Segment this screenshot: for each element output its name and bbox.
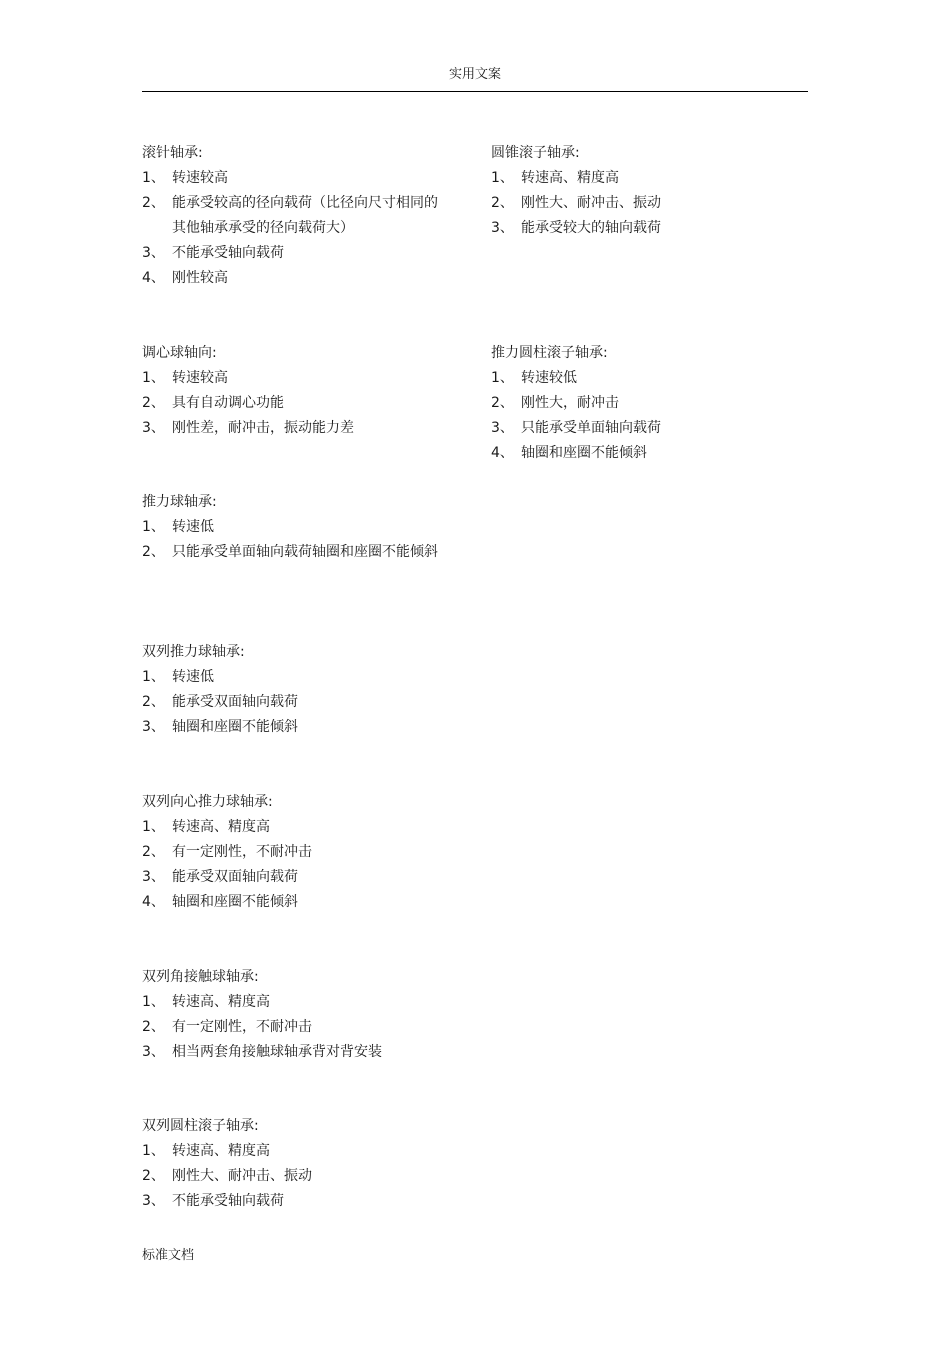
- list-item: [491, 416, 791, 441]
- section-double-angular-contact-ball-bearing: [142, 965, 442, 1065]
- item-text: 相当两套角接触球轴承背对背安装: [172, 1044, 382, 1060]
- item-number: 1、: [491, 170, 514, 186]
- section-title: 双列角接触球轴承:: [142, 969, 259, 985]
- item-number: 1、: [142, 1143, 165, 1159]
- item-text: 轴圈和座圈不能倾斜: [521, 445, 647, 461]
- section-double-thrust-ball-bearing: [142, 640, 442, 740]
- list-item: [142, 840, 442, 865]
- list-item: [142, 665, 442, 690]
- list-item: [142, 241, 438, 266]
- item-number: 1、: [142, 819, 165, 835]
- item-number: 3、: [142, 245, 165, 261]
- item-number: 3、: [142, 420, 165, 436]
- list-item: [142, 990, 442, 1015]
- item-number: 2、: [491, 195, 514, 211]
- list-item: [142, 1139, 442, 1164]
- item-text: 只能承受单面轴向载荷轴圈和座圈不能倾斜: [172, 544, 438, 560]
- list-item: [142, 416, 442, 441]
- item-text: 能承受双面轴向载荷: [172, 694, 298, 710]
- list-item: [142, 266, 438, 291]
- item-text: 刚性差，耐冲击，振动能力差: [172, 420, 354, 436]
- section-title: 调心球轴向:: [142, 345, 217, 361]
- section-double-radial-thrust-ball-bearing: [142, 790, 442, 915]
- item-number: 2、: [142, 395, 165, 411]
- list-item: [491, 191, 791, 216]
- item-text: 不能承受轴向载荷: [172, 1193, 284, 1209]
- list-item: [142, 865, 442, 890]
- section-title: 滚针轴承:: [142, 145, 203, 161]
- item-number: 2、: [491, 395, 514, 411]
- section-thrust-cylindrical-roller-bearing: [491, 341, 791, 466]
- list-item: [142, 715, 442, 740]
- section-title: 推力圆柱滚子轴承:: [491, 345, 608, 361]
- item-number: 3、: [142, 719, 165, 735]
- item-number: 1、: [142, 170, 165, 186]
- item-number: 3、: [142, 869, 165, 885]
- item-number: 2、: [142, 544, 165, 560]
- item-text: 转速高、精度高: [172, 1143, 270, 1159]
- item-number: 3、: [491, 420, 514, 436]
- item-number: 1、: [142, 994, 165, 1010]
- item-number: 3、: [491, 220, 514, 236]
- list-item: [142, 540, 438, 565]
- list-item: [491, 166, 791, 191]
- section-needle-bearing: [142, 141, 438, 291]
- list-item: [142, 1189, 442, 1214]
- item-text: 刚性大，耐冲击: [521, 395, 619, 411]
- item-number: 4、: [142, 270, 165, 286]
- item-number: 2、: [142, 195, 165, 211]
- list-item: [142, 1015, 442, 1040]
- list-item: [142, 191, 438, 241]
- list-item: [491, 216, 791, 241]
- item-number: 2、: [142, 1168, 165, 1184]
- item-number: 1、: [491, 370, 514, 386]
- item-text: 刚性大、耐冲击、振动: [172, 1168, 312, 1184]
- item-text: 转速较低: [521, 370, 577, 386]
- item-text: 转速高、精度高: [172, 994, 270, 1010]
- section-title: 双列向心推力球轴承:: [142, 794, 273, 810]
- item-number: 2、: [142, 694, 165, 710]
- item-number: 3、: [142, 1044, 165, 1060]
- item-number: 1、: [142, 519, 165, 535]
- list-item: [142, 515, 438, 540]
- list-item: [491, 391, 791, 416]
- item-number: 2、: [142, 844, 165, 860]
- header-divider: [142, 91, 808, 92]
- item-text: 刚性大、耐冲击、振动: [521, 195, 661, 211]
- page-footer: 标准文档: [142, 1248, 195, 1263]
- list-item: [142, 890, 442, 915]
- item-number: 4、: [142, 894, 165, 910]
- item-text: 刚性较高: [172, 270, 228, 286]
- list-item: [142, 1164, 442, 1189]
- item-text: 转速较高: [172, 170, 228, 186]
- item-text: 轴圈和座圈不能倾斜: [172, 719, 298, 735]
- section-tapered-roller-bearing: [491, 141, 791, 241]
- item-text: 转速较高: [172, 370, 228, 386]
- section-title: 双列圆柱滚子轴承:: [142, 1118, 259, 1134]
- list-item: [142, 166, 438, 191]
- item-number: 3、: [142, 1193, 165, 1209]
- item-text: 能承受较高的径向载荷（比径向尺寸相同的其他轴承承受的径向载荷大）: [172, 195, 438, 236]
- section-title: 推力球轴承:: [142, 494, 217, 510]
- section-thrust-ball-bearing: [142, 490, 438, 565]
- item-text: 有一定刚性，不耐冲击: [172, 1019, 312, 1035]
- item-text: 转速低: [172, 669, 214, 685]
- section-title: 双列推力球轴承:: [142, 644, 245, 660]
- item-text: 只能承受单面轴向载荷: [521, 420, 661, 436]
- item-number: 1、: [142, 370, 165, 386]
- item-number: 4、: [491, 445, 514, 461]
- item-text: 轴圈和座圈不能倾斜: [172, 894, 298, 910]
- list-item: [142, 366, 442, 391]
- section-self-aligning-ball-bearing: [142, 341, 442, 441]
- item-text: 不能承受轴向载荷: [172, 245, 284, 261]
- list-item: [491, 366, 791, 391]
- item-text: 转速高、精度高: [172, 819, 270, 835]
- item-number: 1、: [142, 669, 165, 685]
- list-item: [142, 1040, 442, 1065]
- item-text: 转速低: [172, 519, 214, 535]
- list-item: [491, 441, 791, 466]
- item-text: 有一定刚性，不耐冲击: [172, 844, 312, 860]
- item-text: 能承受较大的轴向载荷: [521, 220, 661, 236]
- list-item: [142, 815, 442, 840]
- page-header: 实用文案: [448, 67, 501, 82]
- item-text: 具有自动调心功能: [172, 395, 284, 411]
- section-title: 圆锥滚子轴承:: [491, 145, 580, 161]
- section-double-cylindrical-roller-bearing: [142, 1114, 442, 1214]
- list-item: [142, 391, 442, 416]
- item-number: 2、: [142, 1019, 165, 1035]
- list-item: [142, 690, 442, 715]
- item-text: 能承受双面轴向载荷: [172, 869, 298, 885]
- item-text: 转速高、精度高: [521, 170, 619, 186]
